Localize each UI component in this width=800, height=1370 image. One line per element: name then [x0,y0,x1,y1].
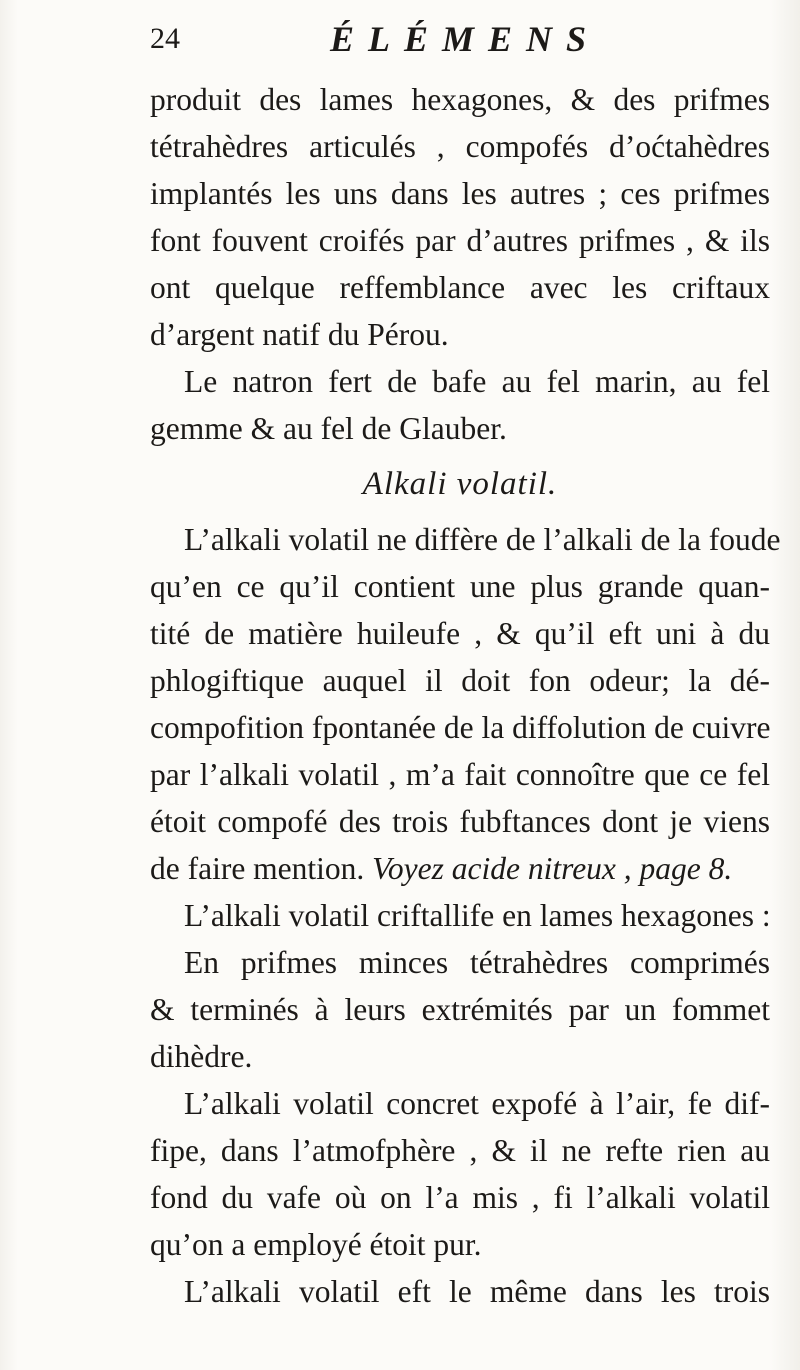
text-line: tité de matière huileufe , & qu’il eft uni à du [150,616,770,651]
text-line: & terminés à leurs extrémités par un fommet [150,992,770,1027]
text-line: ont quelque reffemblance avec les criftaux [150,270,770,305]
text-line: étoit compofé des trois fubftances dont je viens [150,804,770,839]
text-line: Le natron fert de bafe au fel marin, au fel [184,364,770,399]
page-header [150,14,650,74]
text-line: d’argent natif du Pérou. [150,317,449,352]
section-heading: Alkali volatil. [362,466,558,502]
page-number: 24 [150,22,180,55]
text-line: tétrahèdres articulés , compofés d’oćtahèdres [150,129,770,164]
cross-reference: Voyez acide nitreux , page 8. [372,851,733,886]
text-line: font fouvent croifés par d’autres prifmes , & ils [150,223,770,258]
text-line: qu’on a employé étoit pur. [150,1227,482,1262]
text-line: compofition fpontanée de la diffolution de cuivre [150,710,771,745]
text-line: par l’alkali volatil , m’a fait connoître que ce fel [150,757,770,792]
text-line: produit des lames hexagones, & des prifmes [150,82,770,117]
text-line: En prifmes minces tétrahèdres comprimés [184,945,770,980]
text-line: fipe, dans l’atmofphère , & il ne refte rien au [150,1133,770,1168]
text-line: L’alkali volatil eft le même dans les trois [184,1274,770,1309]
text-line: implantés les uns dans les autres ; ces prifmes [150,176,770,211]
text-line: L’alkali volatil concret expofé à l’air, fe dif- [184,1086,770,1121]
text-span: de faire mention. [150,851,373,886]
text-line [150,845,770,892]
text-line: qu’en ce qu’il contient une plus grande quan- [150,569,770,604]
running-head: ÉLÉMENS [330,19,601,59]
text-line: fond du vafe où on l’a mis , fi l’alkali volatil [150,1180,770,1215]
body-text [150,76,781,1315]
text-line: phlogiftique auquel il doit fon odeur; la dé- [150,663,770,698]
text-line: L’alkali volatil criftallife en lames hexagones : [184,898,771,933]
text-line: L’alkali volatil ne diffère de l’alkali de la foude [184,522,781,557]
text-line: gemme & au fel de Glauber. [150,411,507,446]
text-line: dihèdre. [150,1039,253,1074]
